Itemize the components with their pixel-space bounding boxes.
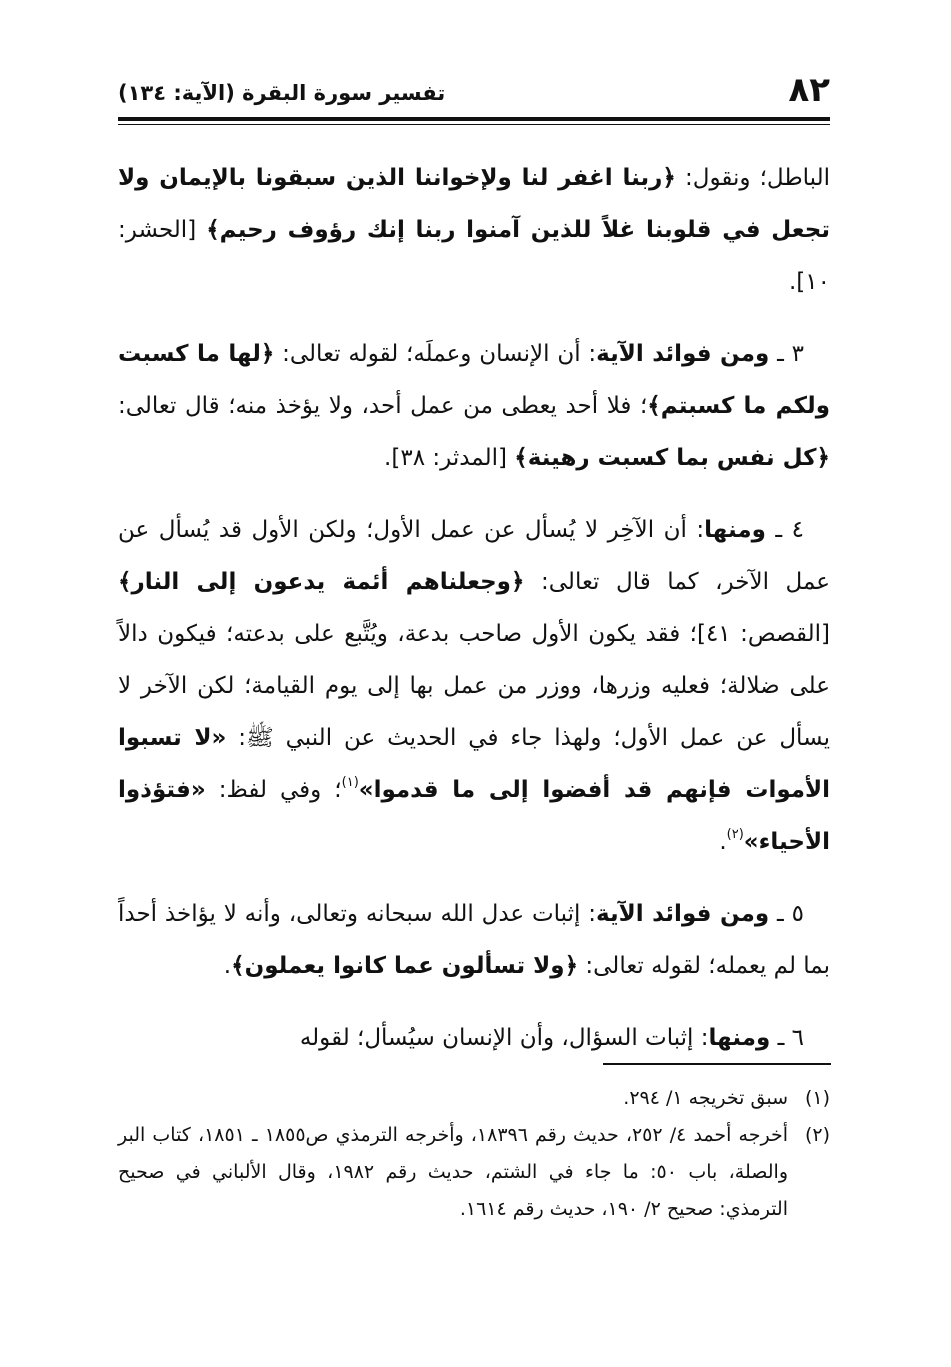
footnote-reference: (٢) bbox=[726, 827, 744, 842]
text-run: [الحشر: ١٠]. bbox=[118, 217, 830, 295]
text-run: . bbox=[719, 829, 727, 855]
quotation: ﴿وجعلناهم أئمة يدعون إلى النار﴾ bbox=[118, 569, 525, 595]
footnote-separator bbox=[603, 1063, 831, 1065]
text-run: [القصص: ٤١]؛ فقد يكون الأول صاحب بدعة، ويُتَّبع على بدعته؛ فيكون دالاً على ضلالة؛ فعليه وزرها، ووزر من عمل بها إلى يوم القيامة؛ لكن الآخر لا يسأل عن عمل الأول؛ ولهذا جاء في الحديث عن النبي ﷺ: bbox=[118, 621, 830, 751]
paragraph-heading: ومن فوائد الآية bbox=[596, 901, 770, 927]
text-run: . bbox=[223, 953, 232, 979]
footnote-mark: (١) bbox=[804, 1087, 830, 1109]
footnote bbox=[118, 1080, 830, 1117]
text-run: ؛ وفي لفظ: bbox=[205, 777, 342, 803]
text-run: : أن الإنسان وعملَه؛ لقوله تعالى: bbox=[274, 341, 597, 367]
text-run: الباطل؛ ونقول: bbox=[675, 165, 830, 191]
text-run: ٤ ـ bbox=[765, 517, 804, 543]
page-header bbox=[118, 70, 830, 110]
quotation: ﴿كل نفس بما كسبت رهينة﴾ bbox=[514, 445, 830, 471]
quotation: «لا تسبوا الأموات فإنهم قد أفضوا إلى ما قدموا» bbox=[118, 725, 831, 803]
running-title: تفسير سورة البقرة (الآية: ١٣٤) bbox=[118, 81, 446, 105]
header-rule-thick bbox=[118, 117, 830, 121]
text-run: [المدثر: ٣٨]. bbox=[384, 445, 515, 471]
footnote-text: سبق تخريجه ١/ ٢٩٤. bbox=[623, 1087, 788, 1109]
text-run: : أن الآخِر لا يُسأل عن عمل الأول؛ ولكن الأول قد يُسأل عن عمل الآخر، كما قال تعالى: bbox=[118, 517, 830, 595]
text-run: ؛ فلا أحد يعطى من عمل أحد، ولا يؤخذ منه؛ قال تعالى: bbox=[118, 393, 648, 419]
footnote-text: أخرجه أحمد ٤/ ٢٥٢، حديث رقم ١٨٣٩٦، وأخرجه الترمذي ص١٨٥٥ ـ ١٨٥١، كتاب البر والصلة، باب ٥٠: ما جاء في الشتم، حديث رقم ١٩٨٢، وقال الألباني في صحيح الترمذي: صحيح ٢/ ١٩٠، حديث رقم ١٦١٤. bbox=[118, 1124, 788, 1220]
paragraph-heading: ومن فوائد الآية bbox=[596, 341, 770, 367]
paragraph-heading: ومنها bbox=[704, 517, 766, 543]
quotation: ﴿ولا تسألون عما كانوا يعملون﴾ bbox=[231, 953, 579, 979]
text-run: ٣ ـ bbox=[769, 341, 804, 367]
header-rule-thin bbox=[118, 124, 830, 125]
text-run: : إثبات عدل الله سبحانه وتعالى، وأنه لا يؤاخذ أحداً بما لم يعمله؛ لقوله تعالى: bbox=[118, 901, 830, 979]
body-paragraph bbox=[118, 888, 830, 992]
body-text bbox=[118, 152, 830, 1084]
body-paragraph bbox=[118, 504, 830, 868]
body-paragraph bbox=[118, 152, 830, 308]
quotation: «فتؤذوا الأحياء» bbox=[118, 777, 830, 855]
body-paragraph bbox=[118, 328, 830, 484]
footnote bbox=[118, 1117, 830, 1228]
quotation: ﴿ربنا اغفر لنا ولإخواننا الذين سبقونا بالإيمان ولا تجعل في قلوبنا غلاً للذين آمنوا ربنا إنك رؤوف رحيم﴾ bbox=[118, 165, 830, 243]
footnote-mark: (٢) bbox=[804, 1124, 830, 1146]
footnotes bbox=[118, 1080, 830, 1228]
text-run: ٦ ـ bbox=[770, 1025, 804, 1051]
quotation: ﴿لها ما كسبت ولكم ما كسبتم﴾ bbox=[118, 341, 830, 419]
paragraph-heading: ومنها bbox=[708, 1025, 771, 1051]
text-run: ٥ ـ bbox=[769, 901, 804, 927]
page-number: ٨٢ bbox=[788, 70, 830, 110]
body-paragraph bbox=[118, 1012, 830, 1064]
text-run: : إثبات السؤال، وأن الإنسان سيُسأل؛ لقوله bbox=[299, 1025, 709, 1051]
footnote-reference: (١) bbox=[341, 775, 359, 790]
